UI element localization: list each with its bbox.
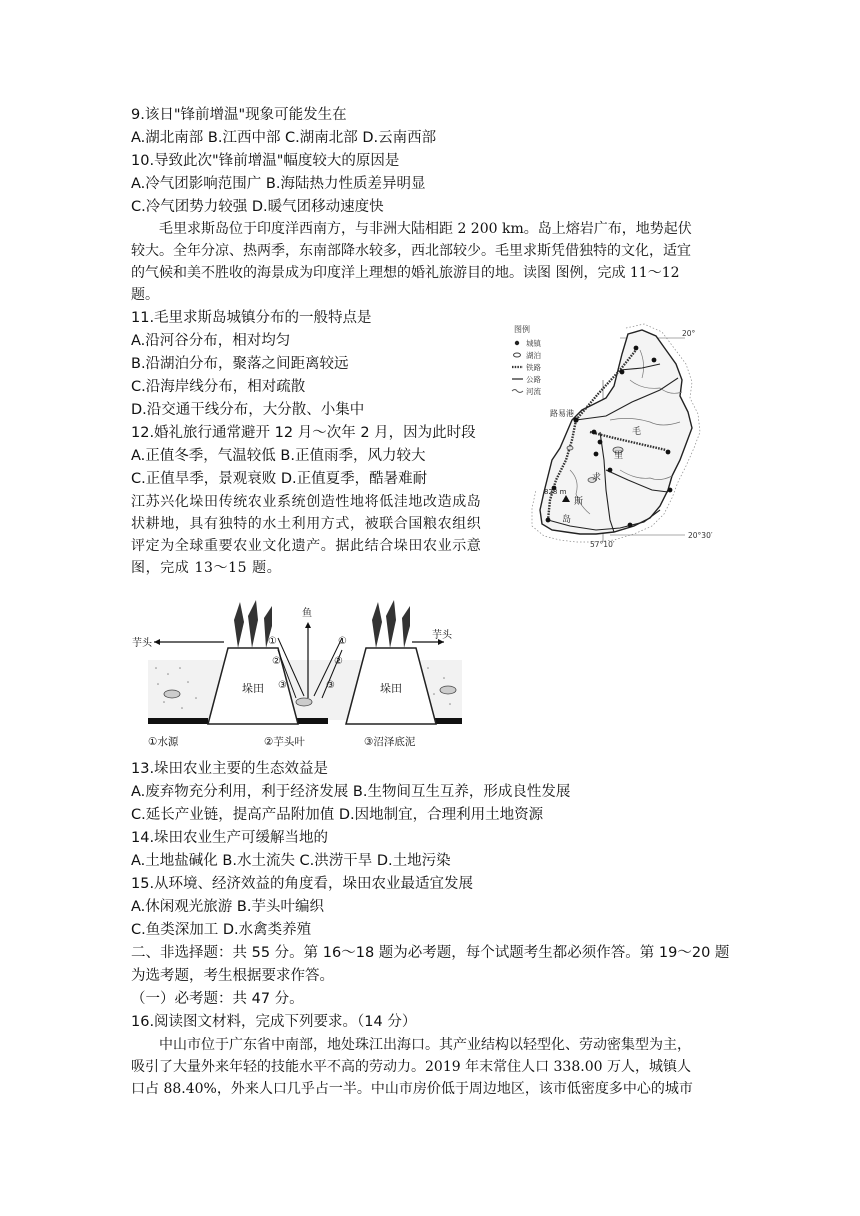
passage-duotian-line: 江苏兴化垛田传统农业系统创造性地将低洼地改造成岛: [131, 494, 482, 510]
town-dot: [594, 452, 599, 457]
section2-sub: （一）必考题：共 47 分。: [131, 991, 304, 1007]
town-dot: [573, 417, 578, 422]
town-dot: [608, 468, 613, 473]
lake-symbol: [514, 353, 521, 357]
island-char: 毛: [632, 427, 642, 437]
island-char: 求: [592, 473, 602, 483]
town-dot: [666, 450, 671, 455]
marker-2: ②: [334, 656, 343, 667]
map-legend-rail: 铁路: [526, 363, 541, 372]
arrow-head: [154, 639, 160, 645]
q13-options-2: C.延长产业链，提高产品附加值 D.因地制宜，合理利用土地资源: [131, 807, 544, 823]
passage-line: 中山市位于广东省中南部，地处珠江出海口。其产业结构以轻型化、劳动密集型为主，: [131, 1037, 691, 1053]
map-legend-river: 河流: [526, 387, 541, 396]
island-char: 斯: [574, 497, 584, 507]
map-legend-town: 城镇: [526, 339, 541, 348]
crop-label-left: 芋头: [132, 638, 152, 649]
q10-stem: 10.导致此次"锋前增温"幅度较大的原因是: [131, 153, 400, 169]
passage-mauritius: [131, 218, 739, 306]
passage-line: 的气候和美不胜收的海景成为印度洋上理想的婚礼旅游目的地。读图 图例，完成 11～12: [131, 265, 680, 281]
field-label-left: 垛田: [242, 682, 264, 695]
field-legend-2: ②芋头叶: [264, 736, 305, 748]
passage-duotian-line: 状耕地，具有独特的水土利用方式，被联合国粮农组织: [131, 516, 482, 532]
lat-label-top: 20°: [682, 329, 696, 338]
q12-stem: 12.婚礼旅行通常避开 12 月～次年 2 月，因为此时段: [131, 425, 476, 441]
q14-options: A.土地盐碱化 B.水土流失 C.洪涝干旱 D.土地污染: [131, 853, 451, 869]
fish-icon: [440, 686, 456, 694]
town-dot: [546, 518, 551, 523]
island-outline: [540, 330, 692, 534]
field-legend-3: ③沼泽底泥: [364, 736, 416, 748]
map-legend-title: 图例: [514, 325, 530, 334]
q10-options-1: A.冷气团影响范围广 B.海陆热力性质差异明显: [131, 176, 426, 192]
q9-stem: 9.该日"锋前增温"现象可能发生在: [131, 107, 347, 123]
section2-heading-cont: 为选考题，考生根据要求作答。: [131, 968, 334, 984]
arrow-head: [305, 622, 311, 628]
field-label-right: 垛田: [380, 682, 402, 695]
town-dot: [634, 346, 639, 351]
section2-heading: 二、非选择题：共 55 分。第 16～18 题为必考题，每个试题考生都必须作答。第 19～20 题: [131, 945, 730, 961]
peak-label: 828 m: [544, 488, 567, 496]
q16-passage: [131, 1034, 739, 1100]
marker-1: ①: [338, 636, 347, 647]
passage-line: 吸引了大量外来年轻的技能水平不高的劳动力。2019 年末常住人口 338.00 万人，城镇人: [131, 1059, 691, 1075]
q14-stem: 14.垛田农业生产可缓解当地的: [131, 830, 329, 846]
town-dot: [628, 523, 633, 528]
map-legend-lake: 湖泊: [526, 351, 541, 360]
island-char: 岛: [562, 515, 572, 525]
q16-stem: 16.阅读图文材料，完成下列要求。（14 分）: [131, 1014, 417, 1030]
map-legend-road: 公路: [526, 375, 541, 384]
lat-label-bottom: 20°30′: [688, 531, 713, 540]
town-symbol: [515, 341, 519, 345]
river-symbol: [512, 390, 523, 393]
passage-line: 较大。全年分凉、热两季，东南部降水较多，西北部较少。毛里求斯凭借独特的文化，适宜: [131, 243, 691, 259]
town-dot: [598, 440, 603, 445]
crop-label-right: 芋头: [432, 630, 452, 641]
town-dot: [652, 358, 657, 363]
town-dot: [620, 370, 625, 375]
passage-line: 口占 88.40%，外来人口几乎占一半。中山市房价低于周边地区，该市低密度多中心的城市: [131, 1081, 693, 1097]
town-dot: [592, 430, 597, 435]
port-label: 路易港: [550, 409, 574, 418]
q12-options-1: A.正值冬季，气温较低 B.正值雨季，风力较大: [131, 448, 426, 464]
island-char: 里: [614, 451, 624, 461]
passage-line: 题。: [131, 287, 159, 303]
q11-option-b: B.沿湖泊分布，聚落之间距离较远: [131, 356, 349, 372]
mauritius-map: [510, 320, 740, 548]
marker-1: ①: [268, 636, 277, 647]
marker-3: ③: [326, 680, 335, 691]
fish-icon: [296, 698, 312, 706]
fish-icon: [164, 690, 180, 698]
q12-options-2: C.正值旱季，景观衰败 D.正值夏季，酷暑难耐: [131, 471, 428, 487]
town-dot: [668, 488, 673, 493]
lon-label: 57°10′: [590, 540, 615, 548]
q13-stem: 13.垛田农业主要的生态效益是: [131, 761, 329, 777]
passage-duotian-line: 评定为全球重要农业文化遗产。据此结合垛田农业示意: [131, 538, 482, 554]
q15-options-1: A.休闲观光旅游 B.芋头叶编织: [131, 899, 324, 915]
passage-duotian-line: 图，完成 13～15 题。: [131, 560, 282, 576]
q11-option-a: A.沿河谷分布，相对均匀: [131, 333, 291, 349]
passage-line: 毛里求斯岛位于印度洋西南方，与非洲大陆相距 2 200 km。岛上熔岩广布，地势起伏: [131, 221, 692, 237]
q15-stem: 15.从环境、经济效益的角度看，垛田农业最适宜发展: [131, 876, 474, 892]
q13-options-1: A.废弃物充分利用，利于经济发展 B.生物间互生互养，形成良性发展: [131, 784, 571, 800]
field-legend-1: ①水源: [148, 736, 179, 748]
q11-stem: 11.毛里求斯岛城镇分布的一般特点是: [131, 310, 372, 326]
marker-3: ③: [278, 680, 287, 691]
q11-option-d: D.沿交通干线分布，大分散、小集中: [131, 402, 365, 418]
q11-option-c: C.沿海岸线分布，相对疏散: [131, 379, 306, 395]
duotian-diagram: [128, 598, 462, 748]
q9-options: A.湖北南部 B.江西中部 C.湖南北部 D.云南西部: [131, 130, 437, 146]
lake: [567, 446, 573, 450]
q15-options-2: C.鱼类深加工 D.水禽类养殖: [131, 922, 312, 938]
taro-plants: [234, 600, 410, 648]
marker-2: ②: [272, 656, 281, 667]
fish-label: 鱼: [302, 608, 312, 619]
q10-options-2: C.冷气团势力较强 D.暖气团移动速度快: [131, 199, 384, 215]
mud-layer: [148, 718, 208, 724]
